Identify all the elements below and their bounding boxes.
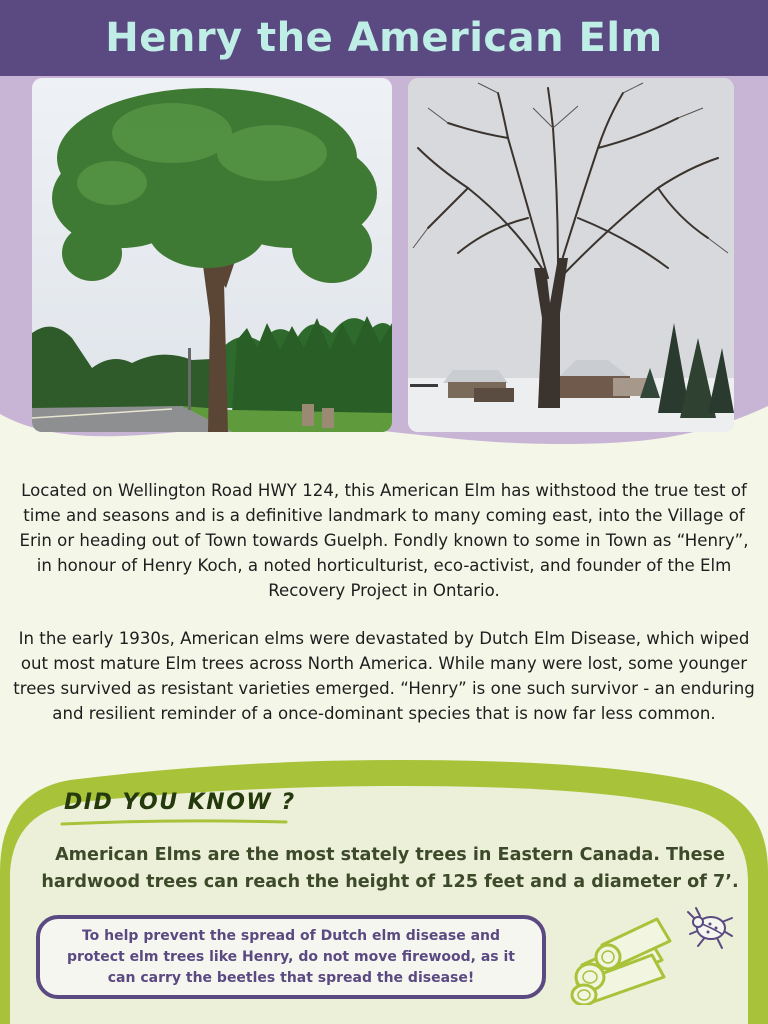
did-you-know-title: DID YOU KNOW ? [64, 790, 296, 815]
summer-tree-photo [32, 78, 392, 432]
did-you-know-fact: American Elms are the most stately trees in Eastern Canada. These hardwood trees can reach the height of 125 feet and a diameter of 7’. [41, 845, 739, 892]
page-title: Henry the American Elm [105, 15, 663, 61]
firewood-tip-text: To help prevent the spread of Dutch elm disease and protect elm trees like Henry, do not move firewood, as it can carry the beetles that spread the disease! [66, 927, 516, 986]
title-underline [60, 818, 290, 828]
paragraph-history: Located on Wellington Road HWY 124, this American Elm has withstood the true test of time and seasons and is a definitive landmark to many coming east, into the Village of Erin or heading out of Town towards Guelph. Fondly known to some in Town as “Henry”, in honour of Henry Koch, a noted horticulturist, eco-activist, and founder of the Elm Recovery Project in Ontario. [19, 481, 749, 600]
paragraph-dutch-elm-disease: In the early 1930s, American elms were devastated by Dutch Elm Disease, which wiped out most mature Elm trees across North America. While many were lost, some younger trees survived as resistant varieties emerged. “Henry” is one such survivor - an enduring and resilient reminder of a once-dominant species that is now far less common. [13, 629, 755, 723]
firewood-tip-box [36, 915, 546, 999]
firewood-logs-icon [562, 905, 682, 1005]
beetle-icon [684, 906, 736, 952]
header-banner [0, 0, 768, 76]
winter-tree-photo [408, 78, 734, 432]
